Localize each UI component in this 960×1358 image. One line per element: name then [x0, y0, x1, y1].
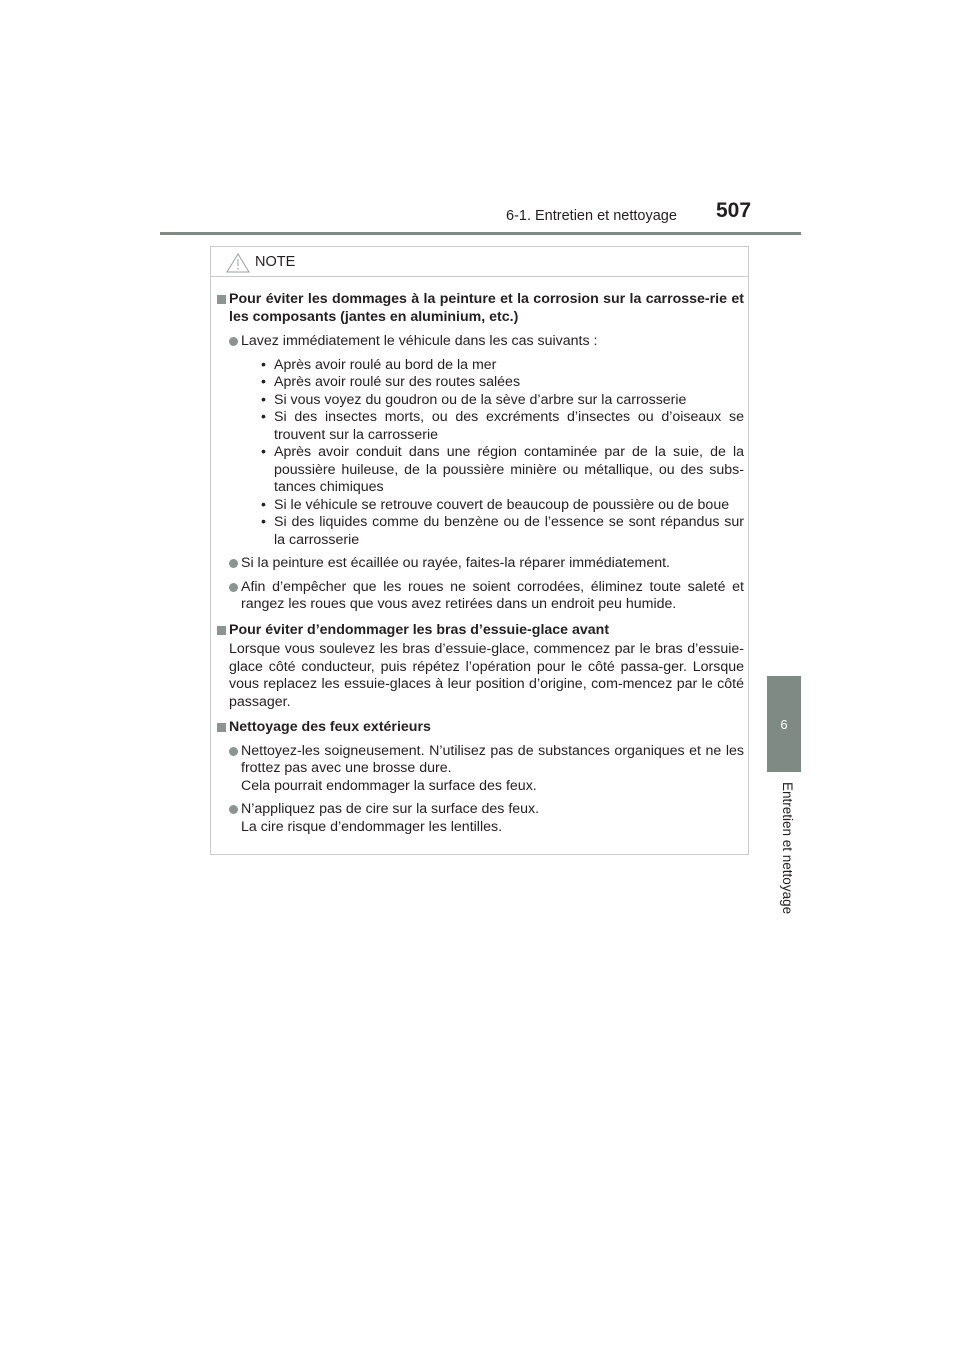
round-bullet-icon	[229, 337, 238, 346]
header-rule	[160, 232, 801, 235]
sub-bullet-item: • Si vous voyez du goudron ou de la sève d’arbre sur la carrosserie	[261, 391, 687, 408]
section-paragraph: Lorsque vous soulevez les bras d’essuie-glace, commencez par le bras d’essuie-glace côté conducteur, puis répétez l’opération pour le côté passa-ger. Lorsque vous replacez les essuie-glaces à leur position d’origine, com-mencez par le côté passager.	[229, 641, 744, 710]
chapter-tab	[767, 676, 801, 772]
warning-triangle-icon	[226, 253, 250, 273]
section-heading: Pour éviter d’endommager les bras d’essuie-glace avant	[229, 621, 610, 638]
note-title: NOTE	[255, 254, 296, 270]
round-bullet-icon	[229, 583, 238, 592]
sub-bullet-item: • Après avoir roulé au bord de la mer	[261, 356, 497, 373]
sub-bullet-item: • Si des liquides comme du benzène ou de l’essence se sont répandus sur la carrosserie	[261, 514, 744, 548]
note-section	[217, 291, 744, 326]
round-bullet-icon	[229, 747, 238, 756]
list-item-followup: La cire risque d’endommager les lentilles.	[241, 818, 503, 835]
sub-bullet-list	[241, 357, 744, 550]
list-item	[217, 333, 744, 549]
list-item-text: Afin d’empêcher que les roues ne soient corrodées, éliminez toute saleté et rangez les roues que vous avez retirées dans un endroit peu humide.	[241, 578, 744, 612]
square-bullet-icon	[217, 626, 226, 635]
list-item-text: Nettoyez-les soigneusement. N’utilisez pas de substances organiques et ne les frottez pas avec une brosse dure.	[241, 742, 744, 776]
list-item	[217, 743, 744, 796]
note-body	[217, 291, 744, 842]
square-bullet-icon	[217, 295, 226, 304]
section-heading: Pour éviter les dommages à la peinture et la corrosion sur la carrosse-rie et les composants (jantes en aluminium, etc.)	[229, 291, 744, 325]
note-box	[210, 246, 749, 855]
chapter-tab-label: Entretien et nettoyage	[780, 782, 795, 915]
section-heading: Nettoyage des feux extérieurs	[229, 719, 431, 735]
sub-bullet-item: • Si des insectes morts, ou des excréments d’insectes ou d’oiseaux se trouvent sur la carrosserie	[261, 409, 744, 443]
note-section	[217, 719, 744, 737]
list-item-text: Si la peinture est écaillée ou rayée, faites-la réparer immédiatement.	[241, 555, 670, 571]
chapter-tab-number: 6	[780, 716, 788, 732]
list-item	[217, 555, 744, 573]
square-bullet-icon	[217, 723, 226, 732]
round-bullet-icon	[229, 805, 238, 814]
list-item-followup: Cela pourrait endommager la surface des feux.	[241, 777, 537, 794]
round-bullet-icon	[229, 559, 238, 568]
sub-bullet-item: • Si le véhicule se retrouve couvert de beaucoup de poussière ou de boue	[261, 496, 730, 513]
list-item-text: N’appliquez pas de cire sur la surface des feux.	[241, 801, 540, 817]
list-item-text: Lavez immédiatement le véhicule dans les cas suivants :	[241, 333, 598, 349]
list-item	[217, 801, 744, 836]
note-header	[211, 247, 748, 277]
note-section	[217, 622, 744, 640]
header-section-title: 6-1. Entretien et nettoyage	[506, 208, 677, 224]
sub-bullet-item: • Après avoir conduit dans une région contaminée par de la suie, de la poussière huileuse, de la poussière minière ou métallique, ou des subs-tances chimiques	[261, 444, 744, 495]
page-number: 507	[716, 199, 752, 222]
list-item	[217, 579, 744, 614]
sub-bullet-item: • Après avoir roulé sur des routes salées	[261, 374, 521, 390]
